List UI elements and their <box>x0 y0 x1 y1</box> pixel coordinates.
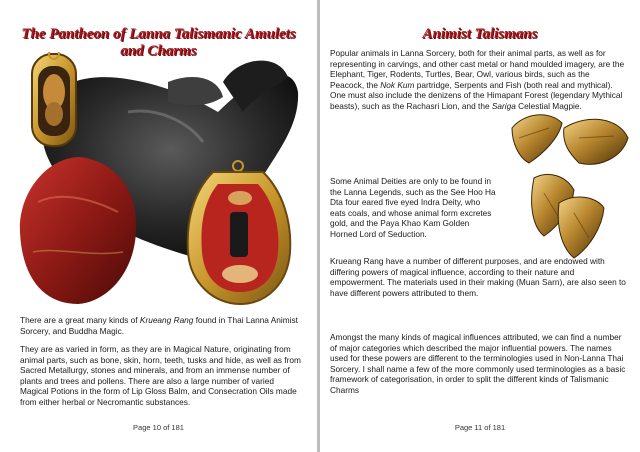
page-title: Animist Talismans <box>422 26 538 42</box>
amulet-collage-image <box>18 52 300 308</box>
intro-paragraph: There are a great many kinds of Krueang Rang found in Thai Lanna Animist Sorcery, and Buddha Magic. <box>20 315 298 336</box>
page-number: Page 10 of 181 <box>133 423 184 432</box>
page-title: The Pantheon of Lanna Talismanic Amulets and Charms <box>21 26 296 59</box>
animals-paragraph: Popular animals in Lanna Sorcery, both for their animal parts, as well as for representing in carvings, and other cast metal or hand moulded imagery, are the Elephant, Tiger, Rodents, Turtles, Bear, Owl, various birds, such as the Peacock, the Nok Kum partridge, Serpents and Fish (both real and mythical). One must also include the denizens of the Himapant Forest (legendary Mythical beasts), such as the Rachasri Lion, and the Sariga Celestial Magpie. <box>330 48 625 111</box>
gold-bird-carvings-image <box>504 108 632 268</box>
right-page <box>320 0 640 452</box>
deities-paragraph: Some Animal Deities are only to be found in the Lanna Legends, such as the See Hoo Ha Dta four eared five eyed Indra Deity, who eats coals, and whose animal form excretes gold, and the Paya Khao Kam Golden Horned Lord of Seduction. <box>330 176 496 239</box>
page-number: Page 11 of 181 <box>454 423 506 432</box>
purposes-paragraph: Krueang Rang have a number of different purposes, and are endowed with differing powers of magical influence, according to their nature and empowerment. The materials used in their making (Muan Sarn), are also seen to have different powers attributed to them. <box>330 256 626 298</box>
influences-paragraph: Amongst the many kinds of magical influences attributed, we can find a number of major categories which described the major influential powers. The names used for these powers are different to the terminologies used in Non-Lanna Thai Sorcery. I shall name a few of the more commonly used terminologies as a basic framework of categorisation, in order to split the different kinds of Talismanic Charms <box>330 332 626 395</box>
body-paragraph: They are as varied in form, as they are in Magical Nature, originating from animal parts, such as bone, skin, horn, teeth, tusks and hide, as well as from Sacred Metallurgy, stones and minerals, and from an immense number of plants and trees and pollens. There are also a large number of varied Magical Potions in the form of Lip Gloss Balm, and Consecration Oils made from either herbal or Necromantic substances. <box>20 344 301 407</box>
left-page <box>0 0 317 452</box>
